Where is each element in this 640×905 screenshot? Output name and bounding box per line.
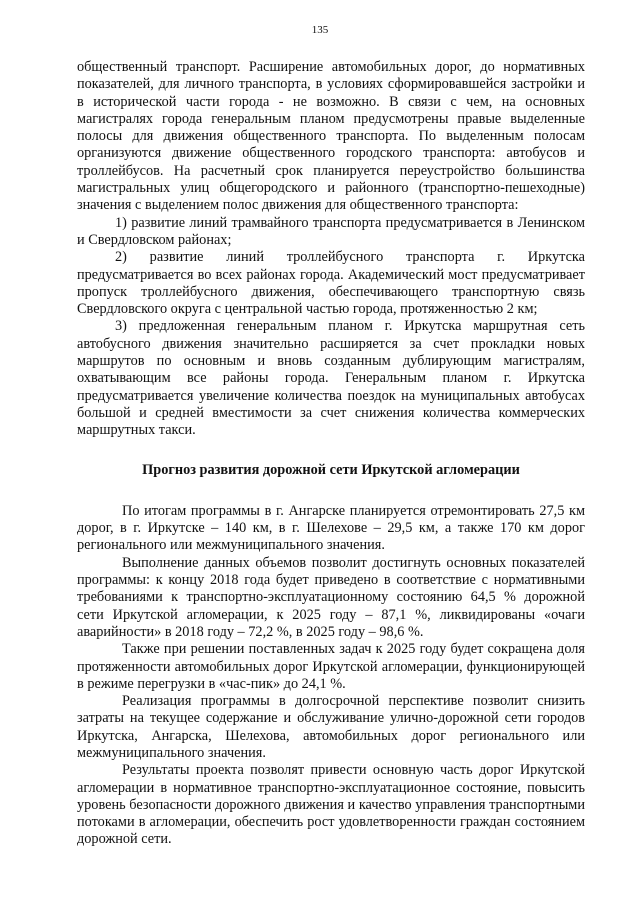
list-item: 3) предложенная генеральным планом г. Иркутска маршрутная сеть автобусного движения значительно расширяется за счет прокладки новых маршрутов по основным и вновь созданным дублирующим магистралям, охватывающим все районы города. Генеральным планом г. Иркутска предусматривается увеличение количества поездок на муниципальных автобусах большой и средней вместимости за счет снижения количества коммерческих маршрутных такси. [77,318,585,439]
list-item: 1) развитие линий трамвайного транспорта предусматривается в Ленинском и Свердловском районах; [77,214,585,248]
paragraph: Реализация программы в долгосрочной перспективе позволит снизить затраты на текущее содержание и обслуживание улично-дорожной сети городов Иркутска, Ангарска, Шелехова, автомобильных дорог регионального или межмуниципального значения. [77,693,585,761]
paragraph: Выполнение данных объемов позволит достигнуть основных показателей программы: к концу 2018 года будет приведено в соответствие с нормативными требованиями к транспортно-эксплуатационному состоянию 64,5 % дорожной сети Иркутской агломерации, к 2025 году – 87,1 %, ликвидированы «очаги аварийности» в 2018 году – 72,2 %, в 2025 году – 98,6 %. [77,554,585,640]
paragraph: По итогам программы в г. Ангарске планируется отремонтировать 27,5 км дорог, в г. Иркутске – 140 км, в г. Шелехове – 29,5 км, а также 170 км дорог регионального или межмуниципального значения. [77,502,585,554]
paragraph: Результаты проекта позволят привести основную часть дорог Иркутской агломерации в нормативное транспортно-эксплуатационное состояние, повысить уровень безопасности дорожного движения и качество управления транспортными потоками в агломерации, обеспечить рост удовлетворенности граждан состоянием дорожной сети. [77,762,585,848]
page-body [77,59,585,849]
page-number: 135 [311,24,329,36]
section-heading: Прогноз развития дорожной сети Иркутской агломерации [142,461,520,478]
paragraph: общественный транспорт. Расширение автомобильных дорог, до нормативных показателей, для личного транспорта, в условиях сформировавшейся застройки и в исторической части города - не возможно. В связи с чем, на основных магистралях города генеральным планом предусмотрены правые выделенные полосы для движения общественного транспорта. По выделенным полосам организуются движение общественного городского транспорта: автобусов и троллейбусов. На расчетный срок планируется переустройство большинства магистральных улиц общегородского и районного (транспортно-пешеходные) значения с выделением полос движения для общественного транспорта: [77,59,585,214]
list-item: 2) развитие линий троллейбусного транспорта г. Иркутска предусматривается во всех районах города. Академический мост предусматривает пропуск троллейбусного движения, обеспечивающего транспортную связь Свердловского округа с центральной частью города, протяженностью 2 км; [77,249,585,318]
paragraph: Также при решении поставленных задач к 2025 году будет сокращена доля протяженности автомобильных дорог Иркутской агломерации, функционирующей в режиме перегрузки в «час-пик» до 24,1 %. [77,641,585,692]
